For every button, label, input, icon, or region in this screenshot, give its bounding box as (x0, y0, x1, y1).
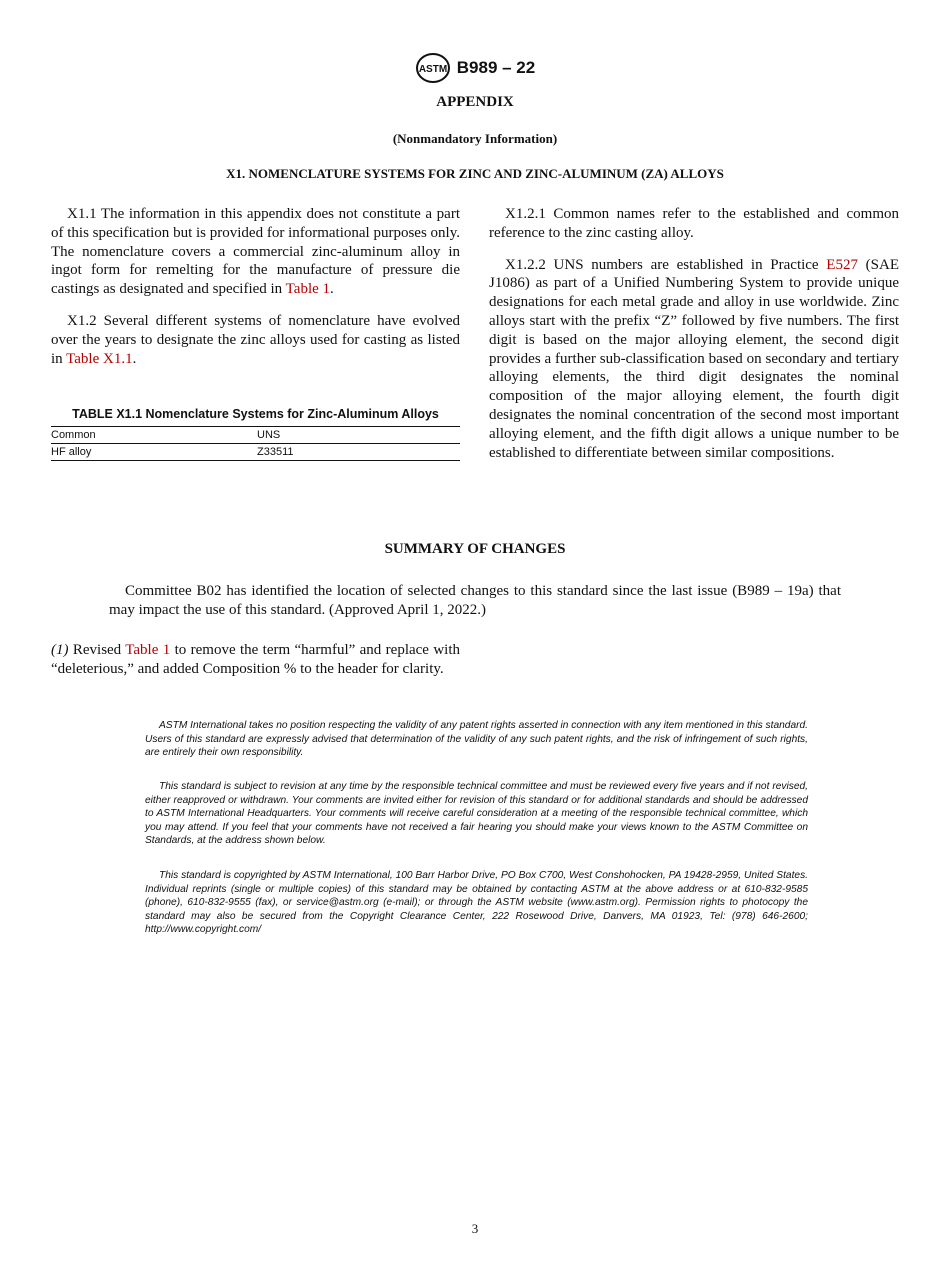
paragraph-x1-1: X1.1 The information in this appendix does not constitute a part of this specification but is provided for informational purposes only. The nomenclature covers a commercial zinc-aluminum alloy in ingot form for remelting for the manufacture of pressure die castings as designated and specified in Table 1. (51, 206, 460, 298)
table-header-cell: Common (51, 427, 257, 444)
table-row (51, 444, 460, 461)
table-header-row (51, 427, 460, 444)
table-caption: TABLE X1.1 Nomenclature Systems for Zinc-Aluminum Alloys (72, 407, 439, 421)
summary-title: SUMMARY OF CHANGES (384, 541, 566, 557)
table-cell: HF alloy (51, 444, 257, 461)
appendix-subtitle: (Nonmandatory Information) (392, 131, 558, 146)
summary-paragraph: Committee B02 has identified the location of selected changes to this standard since the last issue (B989 – 19a) that may impact the use of this standard. (Approved April 1, 2022.) (109, 583, 841, 618)
table-x1-1-link[interactable]: Table X1.1 (66, 350, 133, 367)
appendix-title: APPENDIX (436, 94, 514, 110)
table-1-link[interactable]: Table 1 (285, 281, 331, 298)
section-title: X1. NOMENCLATURE SYSTEMS FOR ZINC AND ZINC-ALUMINUM (ZA) ALLOYS (226, 166, 724, 181)
paragraph-x1-2-1: X1.2.1 Common names refer to the established and common reference to the zinc casting alloy. (489, 206, 899, 241)
astm-logo-icon (415, 52, 451, 84)
table-cell: Z33511 (257, 444, 460, 461)
e527-link[interactable]: E527 (826, 256, 858, 273)
table-1-link[interactable]: Table 1 (125, 642, 171, 658)
astm-logo-text: ASTM (418, 64, 447, 75)
page-number: 3 (471, 1221, 479, 1236)
nomenclature-table (51, 426, 460, 461)
nomenclature-table-block (51, 407, 460, 461)
right-column (489, 205, 899, 475)
table-header-cell: UNS (257, 427, 460, 444)
change-item: (1) Revised Table 1 to remove the term “harmful” and replace with “deleterious,” and added Composition % to the header for clarity. (51, 642, 460, 677)
copyright-notice: This standard is copyrighted by ASTM International, 100 Barr Harbor Drive, PO Box C700, West Conshohocken, PA 19428-2959, United States. Individual reprints (single or multiple copies) of this standard may be obtained by contacting ASTM at the above address or at 610-832-9585 (phone), 610-832-9555 (fax), or service@astm.org (e-mail); or through the ASTM website (www.astm.org). Permission rights to photocopy the standard may also be secured from the Copyright Clearance Center, 222 Rosewood Drive, Danvers, MA 01923, Tel: (978) 646-2600; http://www.copyright.com/ (145, 870, 808, 936)
page-header (0, 52, 950, 84)
standard-designation: B989 – 22 (456, 58, 536, 77)
patent-notice: ASTM International takes no position respecting the validity of any patent rights asserted in connection with any item mentioned in this standard. Users of this standard are expressly advised that determination of the validity of any such patent rights, and the risk of infringement of such rights, are entirely their own responsibility. (145, 720, 808, 759)
revision-notice: This standard is subject to revision at any time by the responsible technical committee and must be reviewed every five years and if not revised, either reapproved or withdrawn. Your comments are invited either for revision of this standard or for additional standards and should be addressed to ASTM International Headquarters. Your comments will receive careful consideration at a meeting of the responsible technical committee, which you may attend. If you feel that your comments have not received a fair hearing you should make your views known to the ASTM Committee on Standards, at the address shown below. (145, 781, 808, 847)
paragraph-x1-2: X1.2 Several different systems of nomenclature have evolved over the years to designate the zinc alloys used for casting as listed in Table X1.1. (51, 312, 460, 367)
change-item-number: (1) (51, 642, 69, 658)
paragraph-x1-2-2: X1.2.2 UNS numbers are established in Practice E527 (SAE J1086) as part of a Unified Numbering System to provide unique designations for each metal grade and alloy in use worldwide. Zinc alloys start with the prefix “Z” followed by five numbers. The first digit is based on the major alloying element, the second digit provides a further sub-classification based on secondary and tertiary alloying elements, the third digit designates the nominal composition of the major alloying element, the fourth digit designates the nominal concentration of the second most important alloying element, and the fifth digit allows a unique number to be established to differentiate between similar compositions. (489, 256, 899, 461)
left-column (51, 205, 460, 381)
